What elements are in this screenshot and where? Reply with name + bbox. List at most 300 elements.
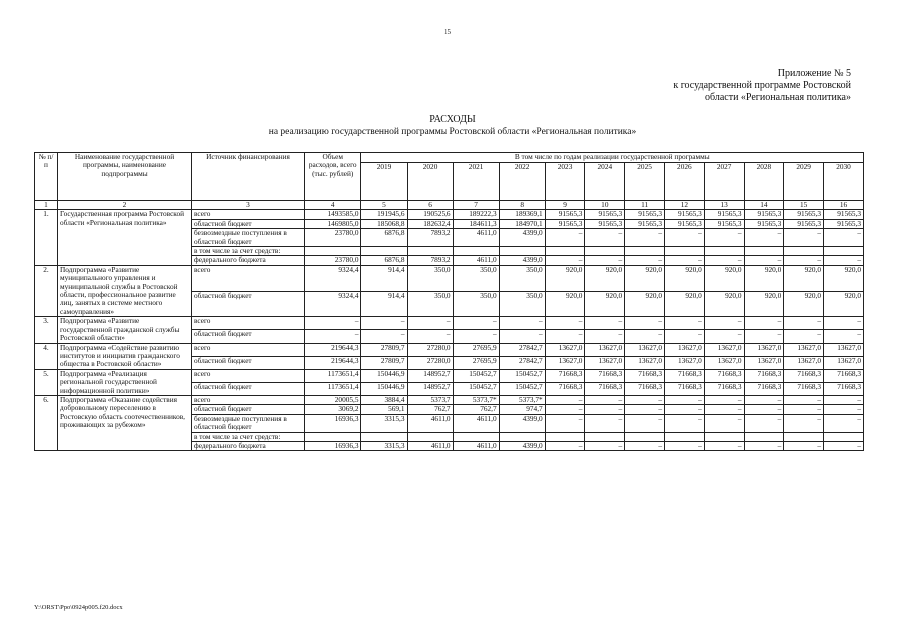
funding-source: в том числе за счет средств: (191, 432, 304, 441)
year-value: 762,7 (407, 405, 453, 414)
column-index: 9 (545, 201, 585, 210)
year-value (824, 432, 864, 441)
year-value: 91565,3 (704, 219, 744, 228)
year-value: – (545, 395, 585, 404)
year-value: – (664, 414, 704, 432)
year-value (625, 247, 665, 256)
year-value: – (744, 229, 784, 247)
column-index: 16 (824, 201, 864, 210)
year-value: – (585, 256, 625, 265)
year-value: 920,0 (784, 291, 824, 317)
year-value (361, 432, 407, 441)
year-value (784, 247, 824, 256)
year-value: – (704, 330, 744, 343)
appendix-line: области «Региональная политика» (705, 92, 851, 103)
funding-source: всего (191, 210, 304, 219)
year-value: – (664, 256, 704, 265)
year-value: – (585, 441, 625, 450)
year-value: 920,0 (784, 265, 824, 291)
year-value: 91565,3 (664, 219, 704, 228)
year-value (407, 432, 453, 441)
year-value: 71668,3 (704, 382, 744, 395)
year-value: 4611,0 (453, 256, 499, 265)
year-value: 13627,0 (784, 343, 824, 356)
column-index-row (35, 201, 864, 210)
header-year: 2028 (744, 163, 784, 201)
header-year: 2020 (407, 163, 453, 201)
year-value: 71668,3 (585, 369, 625, 382)
total-value: 9324,4 (304, 265, 361, 291)
total-value: 9324,4 (304, 291, 361, 317)
year-value: – (744, 441, 784, 450)
year-value: 27280,0 (407, 356, 453, 369)
year-value: 71668,3 (625, 369, 665, 382)
footer-file-path: Y:\ORST\Ppo\0924p005.f20.docx (34, 604, 123, 611)
funding-source: федерального бюджета (191, 441, 304, 450)
year-value: – (499, 317, 545, 330)
column-index: 10 (585, 201, 625, 210)
header-name: Наименование государственной программы, наименование подпрограммы (58, 153, 192, 201)
year-value: 150446,9 (361, 369, 407, 382)
total-value: 16936,3 (304, 441, 361, 450)
year-value: 6876,8 (361, 229, 407, 247)
year-value: – (744, 256, 784, 265)
year-value: 7893,2 (407, 229, 453, 247)
year-value: 71668,3 (545, 369, 585, 382)
year-value: 920,0 (824, 265, 864, 291)
program-name: Подпрограмма «Развитие государственной гражданской службы Ростовской области» (58, 317, 192, 343)
column-index: 8 (499, 201, 545, 210)
appendix-line: Приложение № 5 (777, 68, 851, 79)
program-name: Подпрограмма «Оказание содействия добровольному переселению в Ростовскую область соотечественников, проживающих за рубежом» (58, 395, 192, 450)
funding-source: всего (191, 395, 304, 404)
year-value: – (625, 441, 665, 450)
year-value: 150446,9 (361, 382, 407, 395)
header-year: 2021 (453, 163, 499, 201)
column-index: 5 (361, 201, 407, 210)
year-value: 150452,7 (453, 382, 499, 395)
column-index: 14 (744, 201, 784, 210)
year-value: 71668,3 (744, 369, 784, 382)
year-value: – (625, 405, 665, 414)
year-value: – (744, 405, 784, 414)
table-row (35, 317, 864, 330)
funding-source: областной бюджет (191, 405, 304, 414)
funding-source: областной бюджет (191, 291, 304, 317)
year-value: 91565,3 (625, 210, 665, 219)
funding-source: безвозмездные поступления в областной бюджет (191, 229, 304, 247)
header-year: 2023 (545, 163, 585, 201)
year-value: 3315,3 (361, 441, 407, 450)
year-value: – (545, 317, 585, 330)
total-value: 3069,2 (304, 405, 361, 414)
year-value: 4611,0 (407, 414, 453, 432)
year-value: 4611,0 (453, 441, 499, 450)
year-value: 71668,3 (824, 382, 864, 395)
year-value: 350,0 (407, 265, 453, 291)
year-value: 71668,3 (585, 382, 625, 395)
year-value: – (704, 441, 744, 450)
year-value: 27809,7 (361, 343, 407, 356)
year-value (704, 247, 744, 256)
year-value: 184970,1 (499, 219, 545, 228)
column-index: 6 (407, 201, 453, 210)
year-value: 920,0 (585, 265, 625, 291)
year-value: 13627,0 (625, 356, 665, 369)
program-name: Подпрограмма «Содействие развитию институтов и инициатив гражданского общества в Ростовской области» (58, 343, 192, 369)
year-value: – (664, 229, 704, 247)
year-value: 189222,3 (453, 210, 499, 219)
year-value: – (664, 317, 704, 330)
appendix-note (611, 68, 851, 104)
row-number: 3. (35, 317, 58, 343)
header-num: № п/п (35, 153, 58, 201)
total-value: – (304, 317, 361, 330)
table-row (35, 265, 864, 291)
year-value: – (407, 317, 453, 330)
year-value: 13627,0 (704, 343, 744, 356)
column-index: 4 (304, 201, 361, 210)
row-number: 5. (35, 369, 58, 395)
total-value (304, 247, 361, 256)
year-value: – (784, 229, 824, 247)
year-value: 4399,0 (499, 256, 545, 265)
year-value: – (704, 414, 744, 432)
year-value: 91565,3 (585, 219, 625, 228)
year-value: 13627,0 (585, 343, 625, 356)
year-value: 27842,7 (499, 343, 545, 356)
year-value: – (545, 256, 585, 265)
year-value: 13627,0 (664, 356, 704, 369)
year-value: 13627,0 (664, 343, 704, 356)
year-value: 350,0 (407, 291, 453, 317)
total-value: – (304, 330, 361, 343)
year-value (585, 247, 625, 256)
year-value (585, 432, 625, 441)
year-value (704, 432, 744, 441)
total-value: 1469805,0 (304, 219, 361, 228)
year-value: 150452,7 (453, 369, 499, 382)
year-value: 91565,3 (784, 210, 824, 219)
year-value: 185068,8 (361, 219, 407, 228)
year-value (664, 247, 704, 256)
year-value: 5373,7 (407, 395, 453, 404)
column-index: 15 (784, 201, 824, 210)
year-value: – (784, 256, 824, 265)
year-value: 150452,7 (499, 369, 545, 382)
year-value: – (784, 414, 824, 432)
year-value: 6876,8 (361, 256, 407, 265)
year-value: 920,0 (545, 265, 585, 291)
year-value: 3315,3 (361, 414, 407, 432)
year-value: 91565,3 (824, 210, 864, 219)
year-value: 91565,3 (585, 210, 625, 219)
year-value: 920,0 (664, 265, 704, 291)
year-value: – (704, 229, 744, 247)
year-value: 91565,3 (664, 210, 704, 219)
year-value (361, 247, 407, 256)
year-value: 91565,3 (784, 219, 824, 228)
year-value (545, 432, 585, 441)
year-value: 920,0 (545, 291, 585, 317)
year-value: – (585, 330, 625, 343)
table-row (35, 395, 864, 404)
appendix-line: к государственной программе Ростовской (673, 80, 851, 91)
year-value: – (824, 330, 864, 343)
year-value: – (625, 229, 665, 247)
year-value: 920,0 (704, 291, 744, 317)
year-value: – (545, 405, 585, 414)
year-value: – (453, 330, 499, 343)
table-row (35, 343, 864, 356)
year-value: 920,0 (625, 265, 665, 291)
year-value (784, 432, 824, 441)
year-value: 71668,3 (744, 382, 784, 395)
year-value: 3884,4 (361, 395, 407, 404)
year-value: 350,0 (499, 265, 545, 291)
year-value: 13627,0 (625, 343, 665, 356)
year-value (744, 247, 784, 256)
year-value: – (625, 414, 665, 432)
header-year: 2022 (499, 163, 545, 201)
column-index: 1 (35, 201, 58, 210)
header-year: 2029 (784, 163, 824, 201)
year-value: 91565,3 (625, 219, 665, 228)
total-value: 1493585,0 (304, 210, 361, 219)
year-value: 350,0 (453, 265, 499, 291)
year-value: 184611,3 (453, 219, 499, 228)
column-index: 13 (704, 201, 744, 210)
year-value: 7893,2 (407, 256, 453, 265)
funding-source: всего (191, 343, 304, 356)
year-value: 182632,4 (407, 219, 453, 228)
year-value: 13627,0 (545, 343, 585, 356)
total-value: 219644,3 (304, 356, 361, 369)
total-value: 23780,0 (304, 256, 361, 265)
year-value: 13627,0 (545, 356, 585, 369)
header-year: 2024 (585, 163, 625, 201)
year-value: – (704, 405, 744, 414)
year-value: 920,0 (585, 291, 625, 317)
year-value: – (784, 395, 824, 404)
year-value (407, 247, 453, 256)
year-value: – (407, 330, 453, 343)
year-value: – (664, 395, 704, 404)
year-value: – (361, 330, 407, 343)
year-value (625, 432, 665, 441)
total-value: 219644,3 (304, 343, 361, 356)
year-value: 920,0 (704, 265, 744, 291)
total-value: 23780,0 (304, 229, 361, 247)
year-value: – (545, 441, 585, 450)
year-value: – (744, 330, 784, 343)
year-value: – (625, 395, 665, 404)
year-value: 91565,3 (545, 210, 585, 219)
funding-source: областной бюджет (191, 356, 304, 369)
year-value: 91565,3 (824, 219, 864, 228)
year-value: 13627,0 (824, 343, 864, 356)
year-value: – (585, 414, 625, 432)
year-value: 762,7 (453, 405, 499, 414)
table-row (35, 210, 864, 219)
header-total: Объем расходов, всего (тыс. рублей) (304, 153, 361, 201)
year-value: – (704, 395, 744, 404)
year-value: 27809,7 (361, 356, 407, 369)
year-value: 569,1 (361, 405, 407, 414)
year-value: 191945,6 (361, 210, 407, 219)
funding-source: областной бюджет (191, 382, 304, 395)
year-value: – (784, 317, 824, 330)
year-value: 71668,3 (664, 382, 704, 395)
year-value: – (664, 405, 704, 414)
year-value: 920,0 (824, 291, 864, 317)
document-subtitle: на реализацию государственной программы Ростовской области «Региональная политика» (268, 127, 637, 137)
total-value: 20005,5 (304, 395, 361, 404)
year-value: 71668,3 (784, 369, 824, 382)
funding-source: всего (191, 317, 304, 330)
year-value (545, 247, 585, 256)
year-value: 71668,3 (545, 382, 585, 395)
year-value: 974,7 (499, 405, 545, 414)
year-value: 4611,0 (407, 441, 453, 450)
year-value: – (824, 229, 864, 247)
year-value (453, 247, 499, 256)
year-value: 4399,0 (499, 229, 545, 247)
header-year: 2019 (361, 163, 407, 201)
year-value: 27695,9 (453, 356, 499, 369)
year-value: – (585, 395, 625, 404)
column-index: 2 (58, 201, 192, 210)
funding-source: всего (191, 369, 304, 382)
total-value (304, 432, 361, 441)
year-value: 13627,0 (744, 356, 784, 369)
year-value: – (824, 405, 864, 414)
year-value: – (361, 317, 407, 330)
year-value: – (545, 414, 585, 432)
total-value: 16936,3 (304, 414, 361, 432)
year-value: 148952,7 (407, 382, 453, 395)
funding-source: всего (191, 265, 304, 291)
year-value: 13627,0 (704, 356, 744, 369)
year-value: – (784, 441, 824, 450)
year-value: 4399,0 (499, 414, 545, 432)
year-value: 71668,3 (784, 382, 824, 395)
year-value: 71668,3 (664, 369, 704, 382)
funding-source: областной бюджет (191, 330, 304, 343)
year-value: 920,0 (744, 291, 784, 317)
column-index: 7 (453, 201, 499, 210)
year-value: 190525,6 (407, 210, 453, 219)
year-value: – (664, 441, 704, 450)
year-value: – (499, 330, 545, 343)
year-value: – (625, 317, 665, 330)
year-value: 91565,3 (744, 219, 784, 228)
year-value: 13627,0 (824, 356, 864, 369)
funding-source: федерального бюджета (191, 256, 304, 265)
year-value: – (824, 395, 864, 404)
year-value: 91565,3 (744, 210, 784, 219)
year-value (824, 247, 864, 256)
year-value: – (784, 405, 824, 414)
expenditure-table (34, 152, 864, 451)
year-value: – (824, 317, 864, 330)
year-value: – (824, 256, 864, 265)
year-value: – (744, 414, 784, 432)
year-value: – (585, 229, 625, 247)
year-value: – (625, 330, 665, 343)
year-value: 27280,0 (407, 343, 453, 356)
year-value: 91565,3 (704, 210, 744, 219)
year-value: – (704, 256, 744, 265)
year-value: – (585, 405, 625, 414)
year-value: 914,4 (361, 265, 407, 291)
year-value (744, 432, 784, 441)
year-value: 5373,7* (453, 395, 499, 404)
year-value: 13627,0 (744, 343, 784, 356)
year-value (499, 432, 545, 441)
year-value: 4611,0 (453, 414, 499, 432)
year-value: – (453, 317, 499, 330)
row-number: 1. (35, 210, 58, 265)
header-year: 2025 (625, 163, 665, 201)
row-number: 4. (35, 343, 58, 369)
year-value: 920,0 (664, 291, 704, 317)
page-number: 15 (444, 28, 451, 36)
funding-source: областной бюджет (191, 219, 304, 228)
year-value: 350,0 (499, 291, 545, 317)
row-number: 6. (35, 395, 58, 450)
year-value: 91565,3 (545, 219, 585, 228)
header-year: 2026 (664, 163, 704, 201)
year-value: – (625, 256, 665, 265)
year-value: 27842,7 (499, 356, 545, 369)
year-value: 71668,3 (625, 382, 665, 395)
header-year: 2027 (704, 163, 744, 201)
funding-source: безвозмездные поступления в областной бюджет (191, 414, 304, 432)
year-value: 150452,7 (499, 382, 545, 395)
year-value: – (664, 330, 704, 343)
column-index: 3 (191, 201, 304, 210)
year-value: 189369,1 (499, 210, 545, 219)
header-year: 2030 (824, 163, 864, 201)
year-value: – (704, 317, 744, 330)
year-value: – (545, 330, 585, 343)
year-value (453, 432, 499, 441)
document-title: РАСХОДЫ (429, 114, 476, 125)
year-value: – (824, 441, 864, 450)
header-source: Источник финансирования (191, 153, 304, 201)
year-value: 13627,0 (585, 356, 625, 369)
program-name: Подпрограмма «Реализация региональной государственной информационной политики» (58, 369, 192, 395)
column-index: 11 (625, 201, 665, 210)
row-number: 2. (35, 265, 58, 316)
year-value: 920,0 (625, 291, 665, 317)
header-by-year: В том числе по годам реализации государственной программы (361, 153, 864, 163)
year-value: – (744, 317, 784, 330)
year-value: – (824, 414, 864, 432)
year-value: 71668,3 (704, 369, 744, 382)
year-value (499, 247, 545, 256)
column-index: 12 (664, 201, 704, 210)
total-value: 1173651,4 (304, 369, 361, 382)
year-value: 27695,9 (453, 343, 499, 356)
year-value: 148952,7 (407, 369, 453, 382)
total-value: 1173651,4 (304, 382, 361, 395)
year-value: – (545, 229, 585, 247)
year-value: 4399,0 (499, 441, 545, 450)
year-value: – (784, 330, 824, 343)
year-value: – (585, 317, 625, 330)
